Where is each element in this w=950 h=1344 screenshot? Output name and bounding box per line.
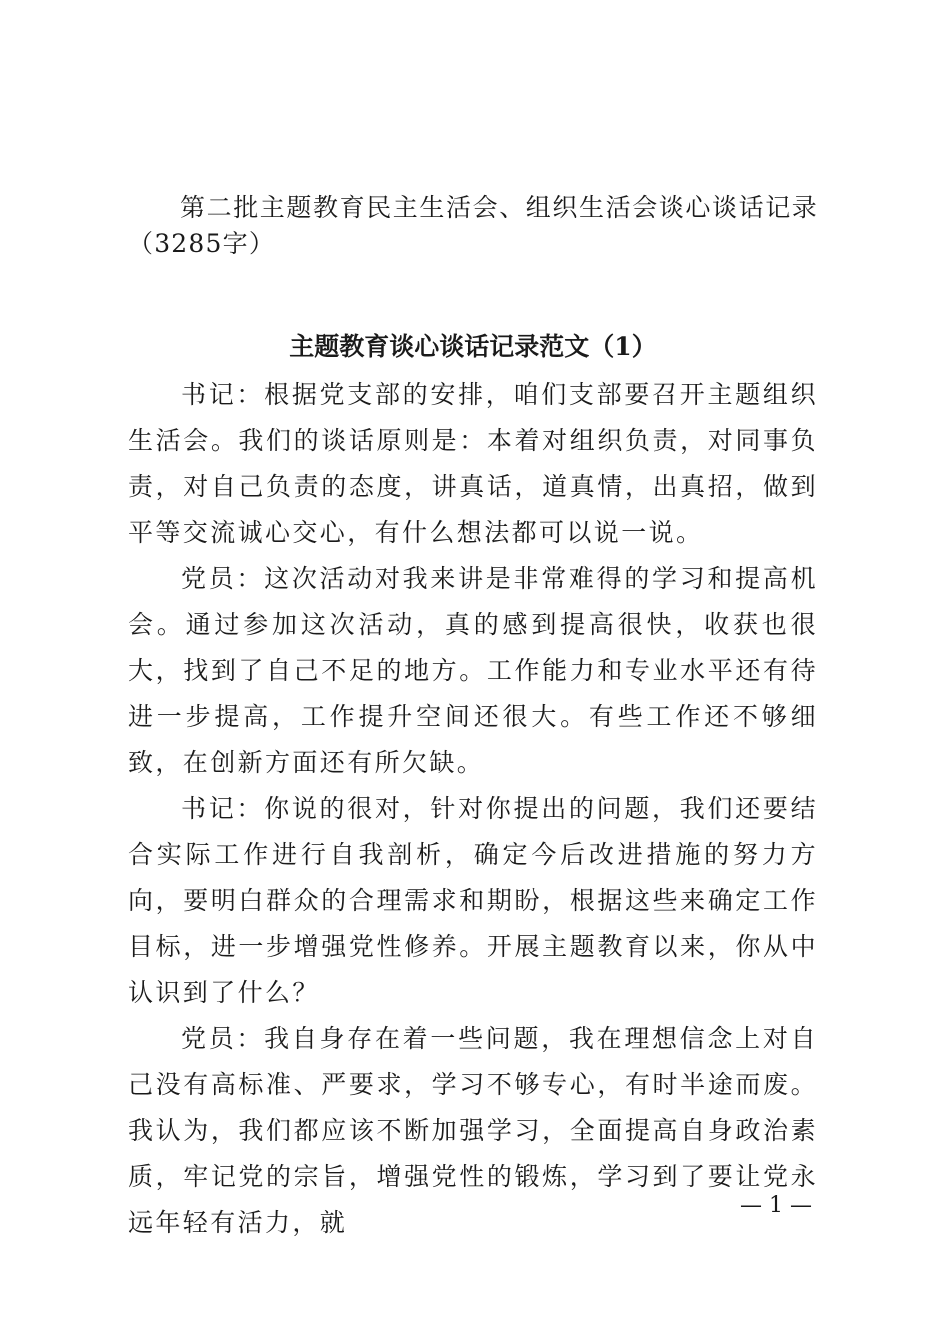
paragraph-member-1: 党员：这次活动对我来讲是非常难得的学习和提高机会。通过参加这次活动，真的感到提高很快，收获也很大，找到了自己不足的地方。工作能力和专业水平还有待进一步提高，工作提升空间还很大。有些工作还不够细致，在创新方面还有所欠缺。 bbox=[128, 564, 818, 777]
section-heading: 主题教育谈心谈话记录范文（1） bbox=[289, 332, 657, 361]
paragraph-secretary-2: 书记：你说的很对，针对你提出的问题，我们还要结合实际工作进行自我剖析，确定今后改进措施的努力方向，要明白群众的合理需求和期盼，根据这些来确定工作目标，进一步增强党性修养。开展主题教育以来，你从中认识到了什么？ bbox=[128, 794, 818, 1007]
page-number: — 1 — bbox=[740, 1193, 812, 1218]
paragraph-member-2: 党员：我自身存在着一些问题，我在理想信念上对自己没有高标准、严要求，学习不够专心，有时半途而废。我认为，我们都应该不断加强学习，全面提高自身政治素质，牢记党的宗旨，增强党性的锻炼，学习到了要让党永远年轻有活力，就 bbox=[128, 1024, 818, 1237]
document-title: 第二批主题教育民主生活会、组织生活会谈心谈话记录（3285字） bbox=[128, 193, 818, 258]
paragraph-secretary-1: 书记：根据党支部的安排，咱们支部要召开主题组织生活会。我们的谈话原则是：本着对组织负责，对同事负责，对自己负责的态度，讲真话，道真情，出真招，做到平等交流诚心交心，有什么想法都可以说一说。 bbox=[128, 380, 818, 547]
document-body bbox=[128, 372, 818, 1246]
